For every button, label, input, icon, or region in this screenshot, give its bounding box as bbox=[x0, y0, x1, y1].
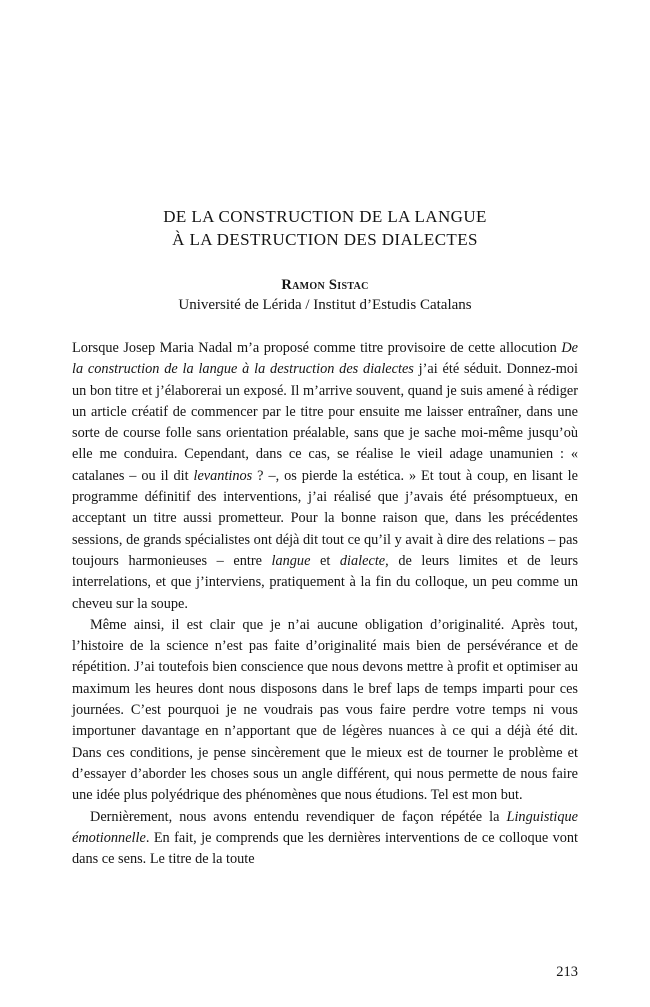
author-name: Ramon Sistac bbox=[281, 277, 369, 293]
article-title-line2: À LA DESTRUCTION DES DIALECTES bbox=[172, 230, 478, 249]
paragraph-3: Dernièrement, nous avons entendu revendiquer de façon répétée la Linguistique émotionnelle. En fait, je comprends que les dernières interventions de ce colloque vont dans ce sens. Le titre de la toute bbox=[72, 808, 578, 868]
page-content bbox=[0, 205, 650, 870]
page-number: 213 bbox=[556, 964, 578, 980]
paragraph-1: Lorsque Josep Maria Nadal m’a proposé comme titre provisoire de cette allocution De la construction de la langue à la destruction des dialectes j’ai été séduit. Donnez-moi un bon titre et j’élaborerai un exposé. Il m’arrive souvent, quand je suis amené à rédiger un article créatif de commencer par le titre pour ensuite me laisser entraîner, dans une sorte de course folle sans orientation préalable, sans que je sache moi-même jusqu’où elle me conduira. Cependant, dans ce cas, se réalise le vieil adage unamunien : « catalanes – ou il dit levantinos ? –, os pierde la estética. » Et tout à coup, en lisant le programme définitif des interventions, j’ai réalisé que j’avais été présomptueux, en acceptant un titre aussi prometteur. Pour la bonne raison que, dans les précédentes sessions, de grands spécialistes ont déjà dit tout ce qu’il y avait à dire des relations – pas toujours harmonieuses – entre langue et dialecte, de leurs limites et de leurs interrelations, et que j’interviens, pratiquement à la fin du colloque, un peu comme un cheveu sur la soupe. bbox=[72, 340, 579, 612]
paragraph-2: Même ainsi, il est clair que je n’ai aucune obligation d’originalité. Après tout, l’histoire de la science n’est pas faite d’originalité mais bien de persévérance et de répétition. J’ai toutefois bien conscience que nous devons mettre à profit et optimiser au maximum les heures dont nous disposons dans le bref laps de temps imparti pour ces journées. C’est pourquoi je ne voudrais pas vous faire perdre votre temps ni vous importuner davantage en n’apportant que de légères nuances à ce qui a déjà été dit. Dans ces conditions, je pense sincèrement que le mieux est de tourner le problème et d’essayer d’aborder les choses sous un angle différent, qui nous permette de nous faire une idée plus polyédrique des phénomènes que nous étudions. Tel est mon but. bbox=[72, 616, 578, 804]
article-title-line1: DE LA CONSTRUCTION DE LA LANGUE bbox=[163, 207, 487, 226]
article-title bbox=[72, 205, 578, 251]
author-affiliation: Université de Lérida / Institut d’Estudis Catalans bbox=[178, 297, 472, 313]
article-body bbox=[72, 338, 578, 870]
